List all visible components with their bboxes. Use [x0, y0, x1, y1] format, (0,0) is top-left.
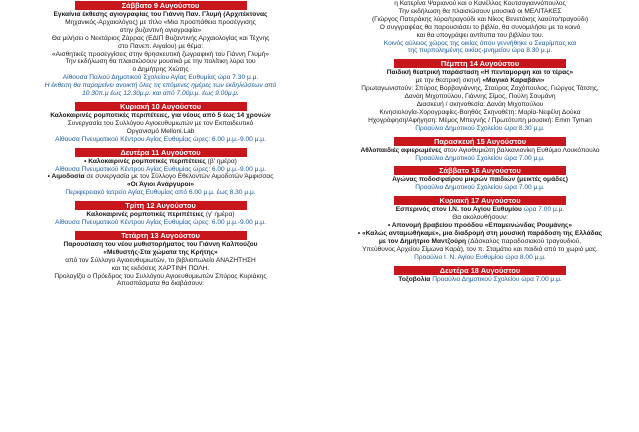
- day-header: Σάββατο 16 Αυγούστου: [394, 166, 566, 175]
- program-line: Παιδική θεατρική παράσταση «Η πενταμορφη και το τέρας»: [386, 69, 574, 77]
- program-line: Την εκδήλωση θα πλαισιώσουν μουσικά με την πολίτικη λύρα του: [65, 58, 256, 66]
- program-line: Δανάη Μιχοπούλου, Γιάννης Σίμος, Πούλη Σουμάνη: [404, 93, 556, 101]
- program-line: Ο συγγραφέας θα παρουσιάσει το βιβλίο, θα συνομιλήσει με το κοινό: [379, 23, 581, 31]
- program-line: «Μεθυστής-Στα χώματα της Κρήτης»: [103, 248, 218, 256]
- program-line: και τις εκδόσεις ΧΑΡΤΙΝΗ ΠΟΛΗ.: [111, 264, 210, 272]
- program-line: • Απονομή βραβείου προόδου «Επαμεινώνδας Ρουμάνης»: [387, 222, 573, 230]
- program-line: Παρουσίαση του νέου μυθιστορήματος του Γιάννη Καλπούζου: [63, 240, 258, 248]
- program-line: Διασκευή / σκηνοθεσία: Δανάη Μιχοπούλου: [416, 100, 544, 108]
- program-line: Εγκαίνια έκθεσης αγιογραφίας του Γιάννη Παν. Γλυμή (Αρχιτέκτονας: [53, 11, 268, 18]
- right-column: [327, 0, 633, 283]
- program-line: 10.30π.μ έως 12.30μ.μ. και από 7.00μ.μ. έως 9.00μ.μ.: [82, 90, 239, 98]
- line-segment: (γ' ημέρα): [203, 211, 235, 219]
- program-line: Ηχογράφηση/Αφήγηση: Μέμος Μπεγνής / Πρωτότυπη μουσική: Emm Tyman: [368, 116, 592, 124]
- program-line: • «Καλώς ανταμωθήκαμε», μια διαδρομή στη μουσική παράδοση της Ελλάδας: [357, 229, 603, 237]
- program-line: Η έκθεση θα παραμείνει ανοικτή όλες τις επόμενες ημέρες των εκδηλώσεων από: [44, 82, 277, 90]
- section-spacer: [327, 192, 633, 195]
- program-line: Οργανισμό Melloni.Lab: [126, 127, 195, 135]
- program-line: Αίθουσα Πνευματικού Κέντρου Αγίας Ευθυμίας ώρες: 6.00 μ.μ.-9.00 μ.μ.: [55, 135, 266, 143]
- day-header: Τρίτη 12 Αυγούστου: [75, 201, 247, 210]
- program-line: Θα ακολουθήσουν:: [452, 214, 508, 222]
- line-segment: (Δάσκαλος παραδοσιακού τραγουδιού,: [466, 237, 582, 245]
- program-line: Κοινός αύλειος χώρος της οικίας όπου γεννήθηκε ο Σκαρίμπας και: [383, 39, 577, 47]
- day-header: Κυριακή 17 Αυγούστου: [394, 196, 566, 205]
- program-line: από τον Σύλλογο Αγιοευθυμιωτών, το βιβλιοπωλείο ΑΝΑΖΗΤΗΣΗ: [65, 256, 256, 264]
- program-line: [327, 77, 633, 85]
- program-line: Θα μιλήσει ο Νεκτάριος Ζάρρας (ΕΔΙΠ Βυζαντινής Αρχαιολογίας και Τέχνης: [51, 34, 270, 42]
- program-line: και θα υπογράψει αντίτυπα του βιβλίου του.: [416, 31, 544, 39]
- program-line: Προαύλιο Δημοτικού Σχολείου ώρα 7.00 μ.μ.: [415, 184, 545, 192]
- program-line: Προαύλιο Ι. Ν. Αγίου Ευθυμίου ώρα 8.00 μ.μ.: [414, 253, 546, 261]
- program-line: [327, 147, 633, 155]
- line-segment: • Καλοκαιρινές ρομποτικές περιπέτειες: [84, 157, 206, 165]
- program-line: Προαύλιο Δημοτικού Σχολείου ώρα 7.00 μ.μ.: [415, 154, 545, 162]
- line-segment: (β' ημέρα): [205, 157, 237, 165]
- program-line: (Γιώργος Πατεράκης λύρα/τραγούδι και Νίκος Βενετάκης λαούτο/τραγούδι): [371, 15, 589, 23]
- line-segment: Εσπερινός στον Ι.Ν. του Αγίου Ευθυμίου: [395, 206, 522, 214]
- section-spacer: [327, 262, 633, 265]
- line-segment: Προαύλιο Δημοτικού Σχολείου ώρα 7.00 μ.μ.: [430, 275, 562, 283]
- day-header: Δευτέρα 18 Αυγούστου: [394, 266, 566, 275]
- line-segment: • Αιμοδοσία: [47, 173, 85, 181]
- program-line: [6, 173, 315, 181]
- line-segment: με την θεατρική σκηνή: [415, 77, 483, 85]
- program-line: στο Πανεπ. Αιγαίου) με θέμα:: [117, 42, 204, 50]
- program-line: Αγώνας ποδοσφαίρου μικρών παιδιών (μεικτές ομάδες): [392, 176, 568, 184]
- program-line: «Οι Άγιοι Ανάργυροι»: [126, 181, 195, 189]
- section-spacer: [6, 227, 315, 230]
- day-header: Δευτέρα 11 Αυγούστου: [75, 148, 247, 157]
- program-line: Προαύλιο Δημοτικού Σχολείου ώρα 8.30 μ.μ.: [415, 124, 545, 132]
- line-segment: «Μαγικό Καραβάνι»: [482, 77, 545, 85]
- section-spacer: [327, 162, 633, 165]
- line-segment: με τον Δημήτριο Μαντζούρη: [378, 237, 467, 245]
- day-header: Παρασκευή 15 Αυγούστου: [394, 137, 566, 146]
- program-line: [327, 206, 633, 214]
- program-line: Κινησιολογία-Χορογραφίες-Βοηθός Σκηνοθέτη: Μαρία-Νεφέλη Δούκα: [379, 108, 581, 116]
- line-segment: Καλοκαιρινές ρομποτικές περιπέτειες: [86, 211, 204, 219]
- program-line: Υπεύθυνος Αρχείου Σίμωνα Καρά), τον π. Σταμάτιο και παιδιά από το χωριό μας.: [362, 245, 598, 253]
- program-line: [327, 238, 633, 246]
- section-spacer: [6, 197, 315, 200]
- section-spacer: [327, 55, 633, 58]
- day-header: Τετάρτη 13 Αυγούστου: [75, 231, 247, 240]
- program-line: Καλοκαιρινές ρομποτικές περιπέτειες, για νέους από 5 έως 14 χρονών: [50, 111, 271, 119]
- program-line: της πυρπολημένης οικίας-μνημείου ώρα 8.30 μ.μ.: [407, 47, 553, 55]
- line-segment: Τοξοβολία: [398, 275, 431, 283]
- program-line: Πρωταγωνιστούν: Σπύρος Βορβαγιάννης, Σταύρος Ζαχόπουλος, Γιώργος Τάτσης,: [361, 85, 599, 93]
- program-line: Περιφερειακό Ιατρείο Αγίας Ευθυμίας από 6.00 μ.μ. έως 8.30 μ.μ.: [65, 189, 256, 197]
- program-line: [6, 158, 315, 166]
- program-line: «Αισθητικές προσεγγίσεις στην θρησκευτική ζωγραφική του Γιάννη Γλυμή»: [52, 50, 269, 58]
- day-header: Κυριακή 10 Αυγούστου: [75, 102, 247, 111]
- program-line: Αποσπάσματα θα διαβάσουν:: [116, 280, 205, 288]
- line-segment: ώρα 7.00 μ.μ.: [521, 206, 565, 214]
- section-spacer: [327, 133, 633, 136]
- line-segment: Αθλοπαιδιές αφιερωμένες: [360, 146, 442, 154]
- program-line: Αίθουσα Παλιού Δημοτικού Σχολείου Αγίας Ευθυμίας ώρα 7.30 μ.μ.: [62, 74, 259, 82]
- section-spacer: [6, 144, 315, 147]
- program-line: Την εκδήλωση θα πλαισιώσουν μουσικά οι ΜΕΛΙΤΑΚΕΣ: [398, 7, 562, 15]
- program-line: ο Δημήτρης Χιώτης: [132, 66, 189, 74]
- section-spacer: [6, 98, 315, 101]
- program-line: η Κατερίνα Ψαριανού και ο Κανέλλος Κουτσογιαννόπουλος: [394, 0, 566, 7]
- left-column: [6, 0, 315, 288]
- program-line: Αίθουσα Πνευματικού Κέντρου Αγίας Ευθυμίας ώρες: 6.00 μ.μ.-9.00 μ.μ.: [55, 165, 266, 173]
- day-header: Πέμπτη 14 Αυγούστου: [394, 59, 566, 68]
- line-segment: στον Αγιοθυμιώτη βαλκανιονίκη Ευθύμιο Λουκόπουλο: [441, 146, 600, 154]
- line-segment: σε συνεργασία με τον Σύλλογο Εθελοντών Αιμοδοτών Άμφισσας: [84, 173, 274, 181]
- program-line: [6, 211, 315, 219]
- day-header: Σάββατο 9 Αυγούστου: [75, 1, 247, 10]
- program-line: [327, 276, 633, 284]
- program-line: Συνεργασία του Συλλόγου Αγιοευθυμιωτών με τον Εκπαιδευτικό: [67, 119, 254, 127]
- program-line: Μηχανικός-Αρχαιολόγος) με τίτλο «Μια προσπάθεια προσέγγισης: [65, 18, 256, 26]
- program-line: στην βυζαντινή αγιογραφία»: [119, 26, 202, 34]
- program-line: Προλογίζει ο Πρόεδρος του Συλλόγου Αγιοευθυμιωτών Σπύρος Κυριάκης: [54, 272, 267, 280]
- program-line: Αίθουσα Πνευματικού Κέντρου Αγίας Ευθυμίας ώρες: 6.00 μ.μ.-9.00 μ.μ.: [55, 219, 266, 227]
